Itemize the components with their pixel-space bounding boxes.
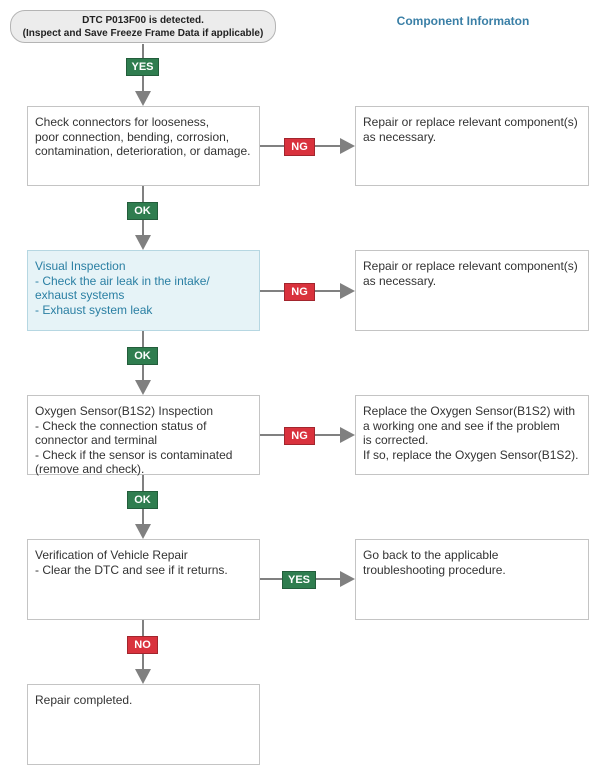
step-5-line-1: Repair completed. (35, 693, 133, 707)
start-node-line-2: (Inspect and Save Freeze Frame Data if applicable) (22, 27, 264, 39)
step-3-line-2: - Check the connection status of (35, 418, 207, 433)
down-arrow-2 (135, 235, 151, 250)
badge-ok-3: OK (127, 491, 158, 509)
step-3-line-3: connector and terminal (35, 433, 158, 447)
side-arrow-2 (340, 283, 355, 299)
step-box-check-connectors (27, 106, 260, 186)
down-arrow-4 (135, 524, 151, 539)
step-2-line-3: exhaust systems (35, 288, 125, 302)
action-3-line-3: is corrected. (363, 433, 429, 447)
down-arrow-3 (135, 380, 151, 395)
badge-yes-start: YES (126, 58, 159, 76)
action-4-line-2: troubleshooting procedure. (363, 562, 506, 577)
action-box-replace-oxygen-sensor (355, 395, 589, 475)
start-node-dtc-detected (10, 10, 276, 43)
step-1-line-2: poor connection, bending, corrosion, (35, 129, 230, 144)
action-3-line-4: If so, replace the Oxygen Sensor(B1S2). (363, 447, 579, 462)
badge-no: NO (127, 636, 158, 654)
badge-ng-1: NG (284, 138, 315, 156)
step-3-line-5: (remove and check). (35, 462, 145, 476)
step-2-line-1: Visual Inspection (35, 259, 126, 273)
side-arrow-4 (340, 571, 355, 587)
down-arrow-5 (135, 669, 151, 684)
action-box-repair-replace-2 (355, 250, 589, 331)
component-information-link[interactable]: Component Informaton (396, 14, 530, 28)
step-1-line-3: contamination, deterioration, or damage. (35, 144, 251, 158)
step-4-line-1: Verification of Vehicle Repair (35, 548, 188, 562)
badge-ok-2: OK (127, 347, 158, 365)
badge-yes-verification: YES (282, 571, 316, 589)
action-2-line-1: Repair or replace relevant component(s) (363, 259, 578, 273)
start-node-line-1: DTC P013F00 is detected. (82, 14, 204, 26)
step-box-verification (27, 539, 260, 620)
side-arrow-3 (340, 427, 355, 443)
down-arrow-1 (135, 91, 151, 106)
step-3-line-1: Oxygen Sensor(B1S2) Inspection (35, 404, 214, 418)
step-4-line-2: - Clear the DTC and see if it returns. (35, 562, 228, 577)
action-box-go-back (355, 539, 589, 620)
side-arrow-1 (340, 138, 355, 154)
step-box-oxygen-sensor-inspection (27, 395, 260, 475)
action-1-line-2: as necessary. (363, 129, 437, 144)
step-box-repair-completed (27, 684, 260, 765)
step-2-line-4: - Exhaust system leak (35, 302, 153, 317)
action-box-repair-replace-1 (355, 106, 589, 186)
badge-ng-2: NG (284, 283, 315, 301)
action-3-line-2: a working one and see if the problem (363, 418, 560, 433)
action-1-line-1: Repair or replace relevant component(s) (363, 115, 578, 129)
badge-ok-1: OK (127, 202, 158, 220)
badge-ng-3: NG (284, 427, 315, 445)
action-2-line-2: as necessary. (363, 273, 437, 288)
step-1-line-1: Check connectors for looseness, (35, 115, 210, 129)
step-2-line-2: - Check the air leak in the intake/ (35, 273, 210, 288)
action-4-line-1: Go back to the applicable (363, 548, 499, 562)
step-3-line-4: - Check if the sensor is contaminated (35, 447, 233, 462)
step-box-visual-inspection[interactable] (27, 250, 260, 331)
action-3-line-1: Replace the Oxygen Sensor(B1S2) with (363, 404, 576, 418)
